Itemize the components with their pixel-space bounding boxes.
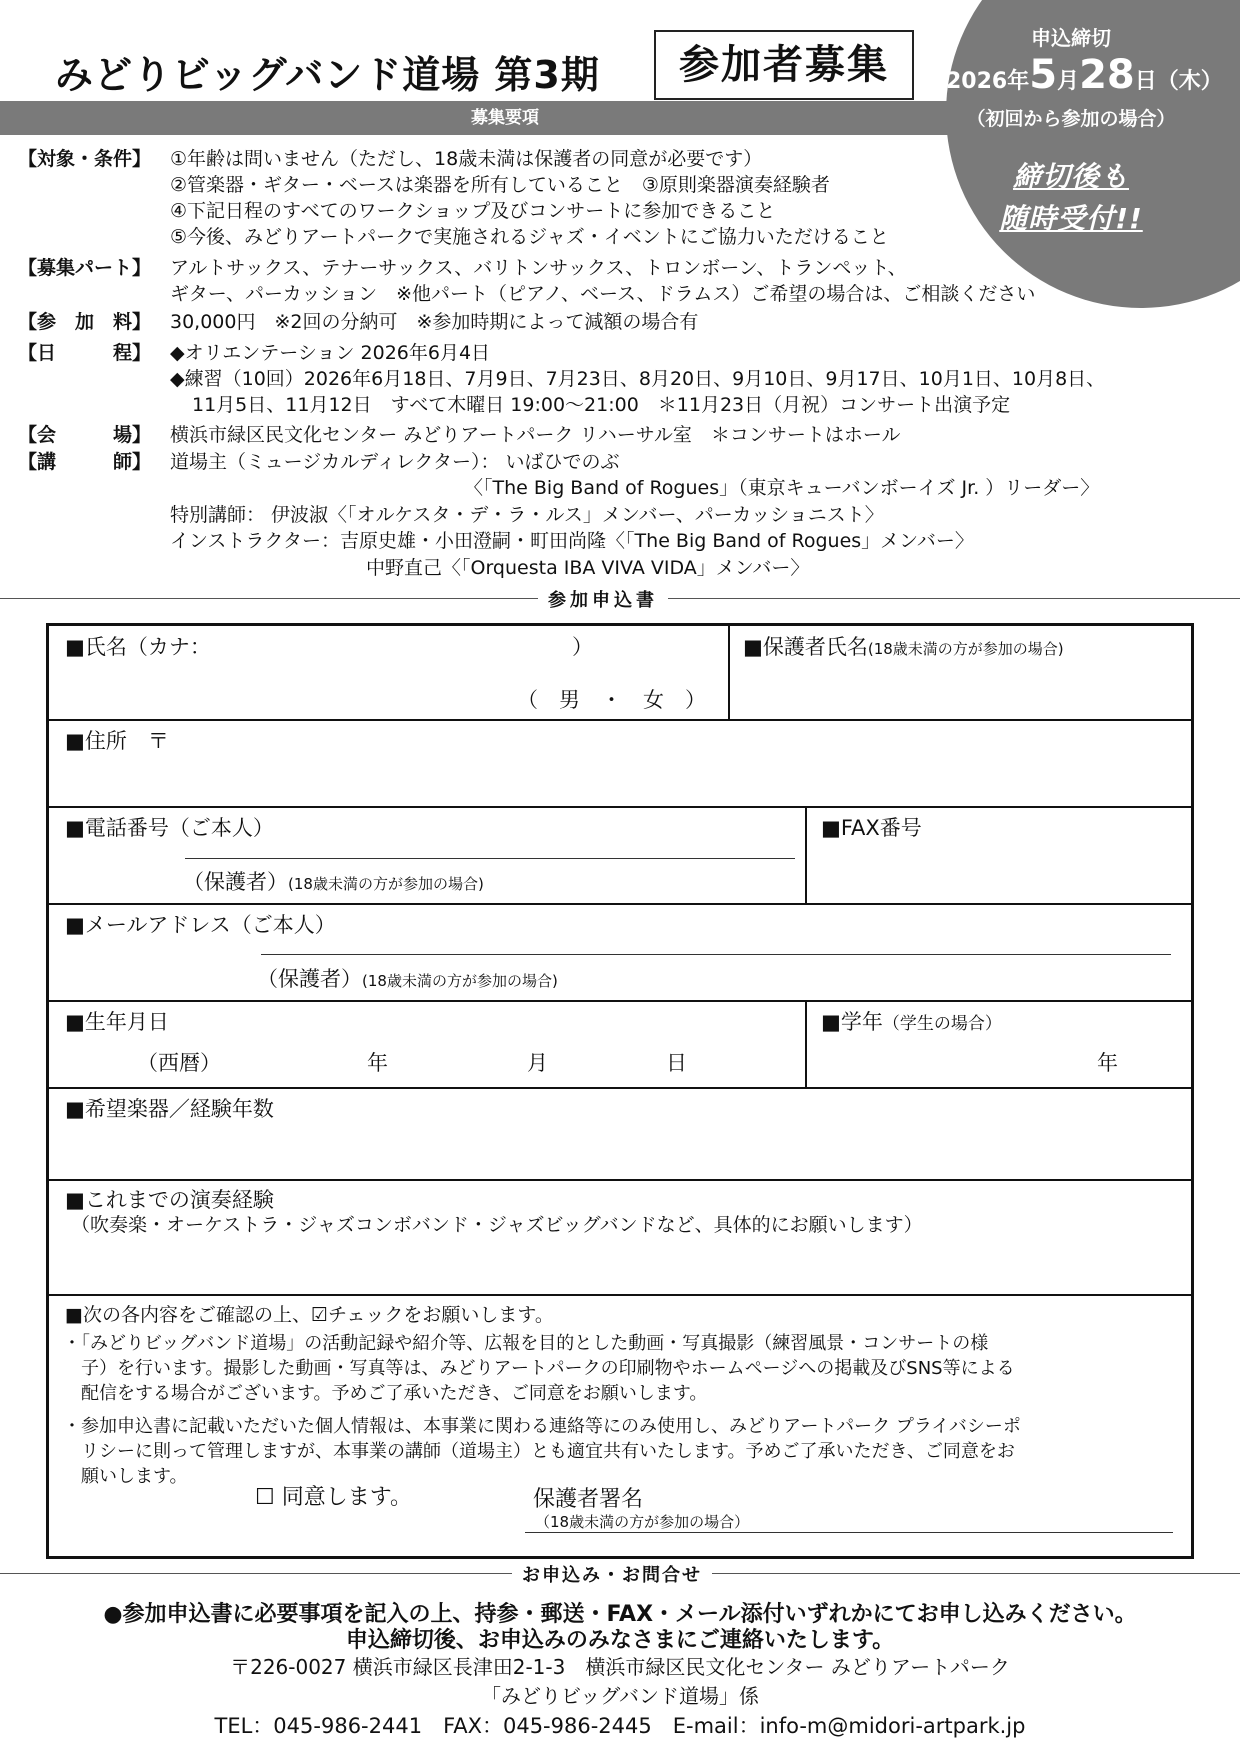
email-underline [261, 954, 1171, 955]
schedule-label: 【日 程】 [18, 342, 152, 364]
grade-label: ■学年 [821, 1010, 883, 1034]
instructor-special: 特別講師： 伊波淑〈「オルケスタ・デ・ラ・ルス」メンバー、パーカッショニスト〉 [170, 504, 884, 526]
note-2-line: 願いします。 [63, 1466, 188, 1487]
target-conditions [170, 146, 889, 250]
form-section-title: 参加申込書 [538, 586, 668, 612]
recruitment-heading: 参加者募集 [654, 30, 914, 100]
row-divider [49, 806, 1191, 808]
email-guardian-field[interactable] [257, 963, 558, 993]
guardian-name-field[interactable] [743, 631, 1064, 661]
contact-phone-fax-email[interactable]: TEL：045-986-2441 FAX：045-986-2445 E-mail：info-m@midori-artpark.jp [214, 1714, 1026, 1738]
schedule-line-2: ◆練習（10回）2026年6月18日、7月9日、7月23日、8月20日、9月10日、9月17日、10月1日、10月8日、 [170, 368, 1106, 390]
schedule-list [170, 340, 1105, 418]
email-field[interactable]: ■メールアドレス（ご本人） [65, 913, 336, 937]
signature-underline [525, 1532, 1173, 1533]
instrument-field[interactable]: ■希望楽器／経験年数 [65, 1097, 274, 1121]
column-divider [805, 806, 807, 903]
contact-instructions: ●参加申込書に必要事項を記入の上、持参・郵送・FAX・メール添付いずれかにてお申し込みください。 [103, 1602, 1137, 1627]
confirmation-note-1 [63, 1331, 1015, 1406]
fax-field[interactable]: ■FAX番号 [821, 816, 922, 840]
birthdate-year-unit: 年 [367, 1051, 388, 1075]
signature-field[interactable]: 保護者署名 [533, 1487, 644, 1512]
grade-note: （学生の場合） [882, 1014, 1002, 1034]
phone-underline [185, 858, 795, 859]
instructor-instructors: インストラクター：吉原史雄・小田澄嗣・町田尚隆〈「The Big Band of Rogues」メンバー〉 [170, 530, 974, 552]
address-field[interactable]: ■住所 〒 [65, 729, 169, 753]
venue-label: 【会 場】 [18, 424, 152, 446]
schedule-line-1: ◆オリエンテーション 2026年6月4日 [170, 342, 491, 364]
fee-text: 30,000円 ※2回の分納可 ※参加時期によって減額の場合有 [170, 311, 699, 333]
deadline-label: 申込締切 [1031, 26, 1111, 50]
confirmation-label: ■次の各内容をご確認の上、☑チェックをお願いします。 [65, 1304, 554, 1326]
signature-note: （18歳未満の方が参加の場合） [535, 1513, 750, 1531]
phone-guardian-field[interactable] [183, 866, 484, 896]
note-1-line: 配信をする場合がございます。予めご了承いただき、ご同意をお願いします。 [63, 1383, 708, 1404]
column-divider [728, 626, 730, 719]
section-bar-guidelines: 募集要項 [0, 101, 1010, 135]
note-1-line: 子）を行います。撮影した動画・写真等は、みどりアートパークの印刷物やホームページへの掲載及びSNS等による [63, 1358, 1015, 1379]
parts-line-2: ギター、パーカッション ※他パート（ピアノ、ベース、ドラムス）ご希望の場合は、ご相談ください [170, 283, 1036, 305]
row-divider [49, 1087, 1191, 1089]
confirmation-note-2 [63, 1414, 1021, 1489]
deadline-month-unit: 月 [1057, 69, 1080, 94]
row-divider [49, 1294, 1191, 1296]
birthdate-day-unit: 日 [666, 1051, 687, 1075]
parts-list [170, 255, 1035, 307]
experience-field[interactable]: ■これまでの演奏経験 [65, 1188, 274, 1212]
phone-guardian-note: (18歳未満の方が参加の場合) [288, 875, 484, 893]
birthdate-field[interactable]: ■生年月日 [65, 1010, 169, 1034]
application-form [46, 623, 1194, 1559]
experience-note: （吹奏楽・オーケストラ・ジャズコンボバンド・ジャズビッグバンドなど、具体的にお願いします） [71, 1214, 923, 1236]
row-divider [49, 719, 1191, 721]
instructor-nakano: 中野直己〈「Orquesta IBA VIVA VIDA」メンバー〉 [366, 557, 810, 579]
instructor-master: 道場主（ミュージカルディレクター）： いばひでのぶ [170, 451, 620, 473]
deadline-after-line2: 随時受付!! [999, 202, 1143, 235]
parts-line-1: アルトサックス、テナーサックス、バリトンサックス、トロンボーン、トランペット、 [170, 257, 907, 279]
contact-department: 「みどりビッグバンド道場」係 [481, 1684, 759, 1708]
page-title: みどりビッグバンド道場 第3期 [55, 53, 600, 97]
deadline-date [946, 52, 1223, 98]
guardian-name-note: (18歳未満の方が参加の場合) [867, 640, 1064, 658]
agree-checkbox[interactable]: ☐ 同意します。 [255, 1485, 412, 1510]
note-2-line: ・参加申込書に記載いただいた個人情報は、本事業に関わる連絡等にのみ使用し、みどりアートパーク プライバシーポ [63, 1416, 1021, 1437]
gender-select[interactable]: （ 男 ・ 女 ） [517, 688, 706, 712]
deadline-month: 5 [1029, 52, 1058, 98]
row-divider [49, 1179, 1191, 1181]
guardian-name-label: ■保護者氏名 [743, 635, 868, 659]
condition-2: ②管楽器・ギター・ベースは楽器を所有していること ③原則楽器演奏経験者 [170, 174, 830, 196]
target-label: 【対象・条件】 [18, 148, 152, 170]
contact-address: 〒226-0027 横浜市緑区長津田2-1-3 横浜市緑区民文化センター みどりアートパーク [230, 1655, 1010, 1679]
grade-field[interactable] [821, 1006, 1002, 1036]
venue-text: 横浜市緑区民文化センター みどりアートパーク リハーサル室 ＊コンサートはホール [170, 424, 901, 446]
deadline-day: 28 [1079, 52, 1135, 98]
name-field[interactable]: ■氏名（カナ： [65, 635, 211, 659]
parts-label: 【募集パート】 [18, 257, 152, 279]
birthdate-era: （西暦） [137, 1051, 221, 1075]
email-guardian-label: （保護者） [257, 967, 362, 991]
contact-followup: 申込締切後、お申込みのみなさまにご連絡いたします。 [345, 1628, 895, 1653]
phone-guardian-label: （保護者） [183, 870, 288, 894]
email-guardian-note: (18歳未満の方が参加の場合) [362, 972, 558, 990]
note-2-line: リシーに則って管理しますが、本事業の講師（道場主）とも適宜共有いたします。予めご了承いただき、ご同意をお [63, 1441, 1015, 1462]
row-divider [49, 1000, 1191, 1002]
instructors-label: 【講 師】 [18, 451, 152, 473]
deadline-day-unit: 日（木） [1134, 69, 1223, 94]
column-divider [805, 1000, 807, 1087]
schedule-line-3: 11月5日、11月12日 すべて木曜日 19:00～21:00 ＊11月23日（月祝）コンサート出演予定 [192, 394, 1011, 416]
deadline-note: （初回から参加の場合） [966, 108, 1176, 130]
birthdate-month-unit: 月 [527, 1051, 548, 1075]
fee-label: 【参 加 料】 [18, 311, 152, 333]
deadline-after [946, 156, 1196, 240]
name-close-paren: ） [572, 635, 593, 659]
instructor-master-affiliation: 〈「The Big Band of Rogues」（東京キューバンボーイズ Jr. ）リーダー〉 [464, 477, 1100, 499]
grade-unit: 年 [1097, 1051, 1118, 1075]
condition-3: ④下記日程のすべてのワークショップ及びコンサートに参加できること [170, 200, 776, 222]
note-1-line: ・「みどりビッグバンド道場」の活動記録や紹介等、広報を目的とした動画・写真撮影（練習風景・コンサートの様 [63, 1333, 989, 1354]
phone-field[interactable]: ■電話番号（ご本人） [65, 816, 274, 840]
row-divider [49, 903, 1191, 905]
contact-section-title: お申込み・お問合せ [512, 1561, 712, 1587]
condition-1: ①年齢は問いません（ただし、18歳未満は保護者の同意が必要です） [170, 148, 763, 170]
deadline-after-line1: 締切後も [1012, 160, 1129, 193]
deadline-year: 2026年 [946, 69, 1030, 94]
condition-4: ⑤今後、みどりアートパークで実施されるジャズ・イベントにご協力いただけること [170, 226, 889, 248]
